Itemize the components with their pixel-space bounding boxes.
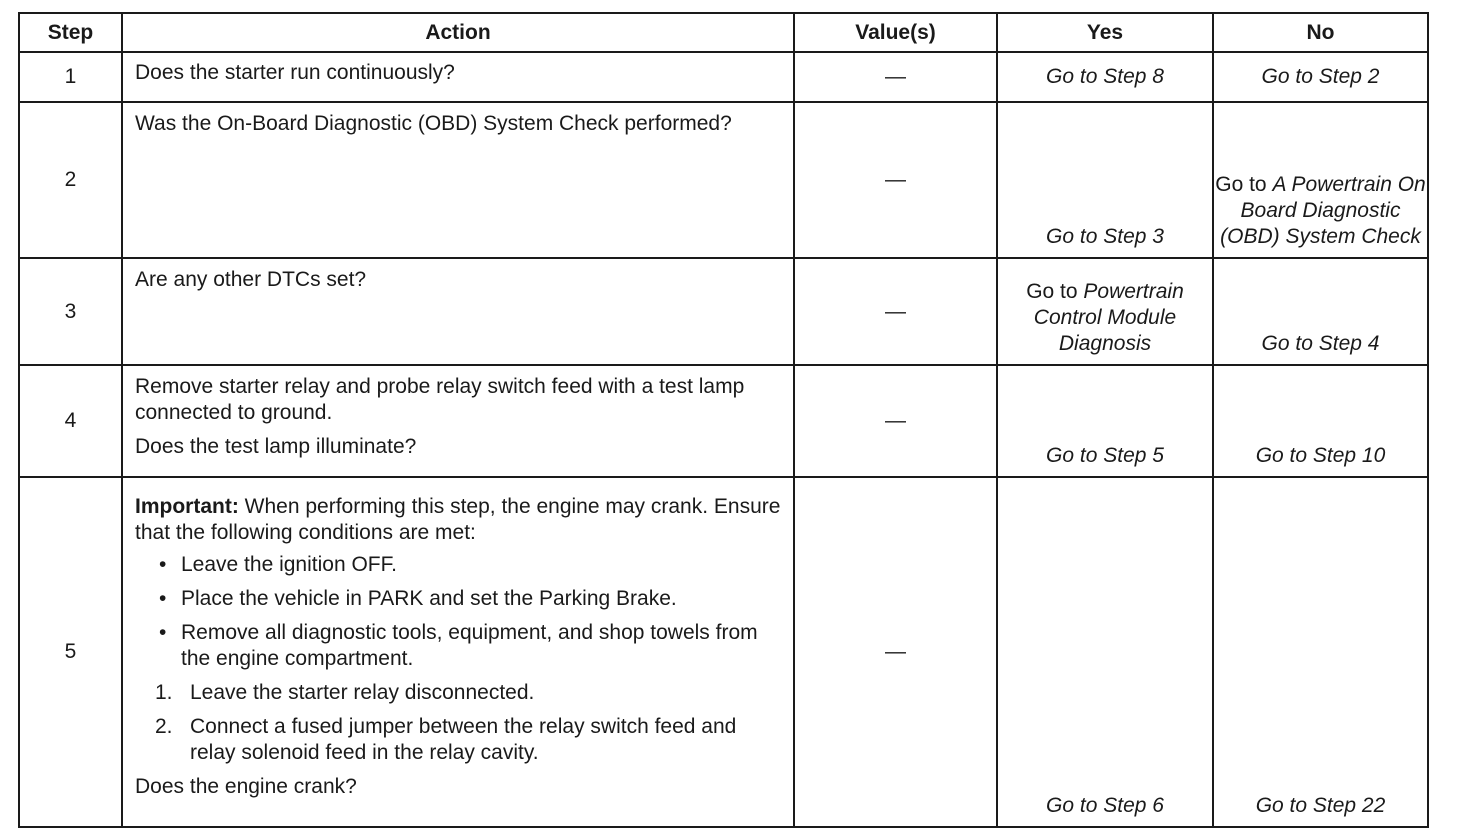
list-item: • Remove all diagnostic tools, equipment, and shop towels from the engine compartment. [159, 621, 758, 670]
diagnostic-table [18, 12, 1429, 828]
procedure-list [135, 680, 783, 766]
header-action: Action [122, 13, 794, 52]
step-index: 2. [155, 715, 173, 738]
bullet-icon: • [159, 587, 167, 610]
action-cell [122, 365, 794, 477]
action-question: Does the engine crank? [135, 775, 357, 798]
list-item: 2. Connect a fused jumper between the relay switch feed and relay solenoid feed in the relay cavity. [155, 715, 737, 764]
table-row [19, 102, 1428, 258]
value-cell: — [794, 477, 997, 827]
yes-link[interactable]: Go to Step 6 [997, 477, 1213, 827]
action-question: Does the test lamp illuminate? [135, 435, 417, 458]
important-text: When performing this step, the engine may crank. Ensure that the following conditions are met: [135, 495, 781, 544]
table-row [19, 477, 1428, 827]
table-row [19, 258, 1428, 365]
value-cell: — [794, 258, 997, 365]
step-number: 2 [19, 102, 122, 258]
action-text: Was the On-Board Diagnostic (OBD) System Check performed? [122, 102, 794, 258]
value-cell: — [794, 102, 997, 258]
no-link[interactable]: Go to Step 10 [1213, 365, 1428, 477]
yes-link[interactable]: Go to Step 8 [997, 52, 1213, 102]
table-row [19, 52, 1428, 102]
no-link[interactable] [1213, 102, 1428, 258]
header-row [19, 13, 1428, 52]
no-link[interactable]: Go to Step 4 [1213, 258, 1428, 365]
bullet-icon: • [159, 621, 167, 644]
header-no: No [1213, 13, 1428, 52]
yes-link[interactable]: Go to Step 5 [997, 365, 1213, 477]
no-link[interactable]: Go to Step 22 [1213, 477, 1428, 827]
header-yes: Yes [997, 13, 1213, 52]
important-note [135, 494, 783, 546]
step-number: 5 [19, 477, 122, 827]
table-row [19, 365, 1428, 477]
condition-list [135, 552, 783, 672]
important-label: Important: [135, 495, 239, 518]
header-values: Value(s) [794, 13, 997, 52]
no-link-ref[interactable]: A Powertrain On Board Diagnostic (OBD) System Check [1220, 173, 1426, 248]
value-cell: — [794, 365, 997, 477]
header-step: Step [19, 13, 122, 52]
action-text: Are any other DTCs set? [122, 258, 794, 365]
yes-link[interactable] [997, 258, 1213, 365]
value-cell: — [794, 52, 997, 102]
list-item: 1. Leave the starter relay disconnected. [155, 681, 535, 704]
step-index: 1. [155, 681, 173, 704]
step-number: 4 [19, 365, 122, 477]
step-number: 1 [19, 52, 122, 102]
bullet-icon: • [159, 553, 167, 576]
action-instruction: Remove starter relay and probe relay switch feed with a test lamp connected to ground. [135, 375, 745, 424]
yes-link[interactable]: Go to Step 3 [997, 102, 1213, 258]
step-number: 3 [19, 258, 122, 365]
list-item: • Leave the ignition OFF. [159, 553, 397, 576]
yes-link-ref[interactable]: Powertrain Control Module Diagnosis [1033, 280, 1184, 355]
action-text: Does the starter run continuously? [122, 52, 794, 102]
action-cell [122, 477, 794, 827]
list-item: • Place the vehicle in PARK and set the Parking Brake. [159, 587, 677, 610]
no-link[interactable]: Go to Step 2 [1213, 52, 1428, 102]
yes-link-prefix: Go to [1026, 280, 1078, 303]
no-link-prefix: Go to [1215, 173, 1267, 196]
